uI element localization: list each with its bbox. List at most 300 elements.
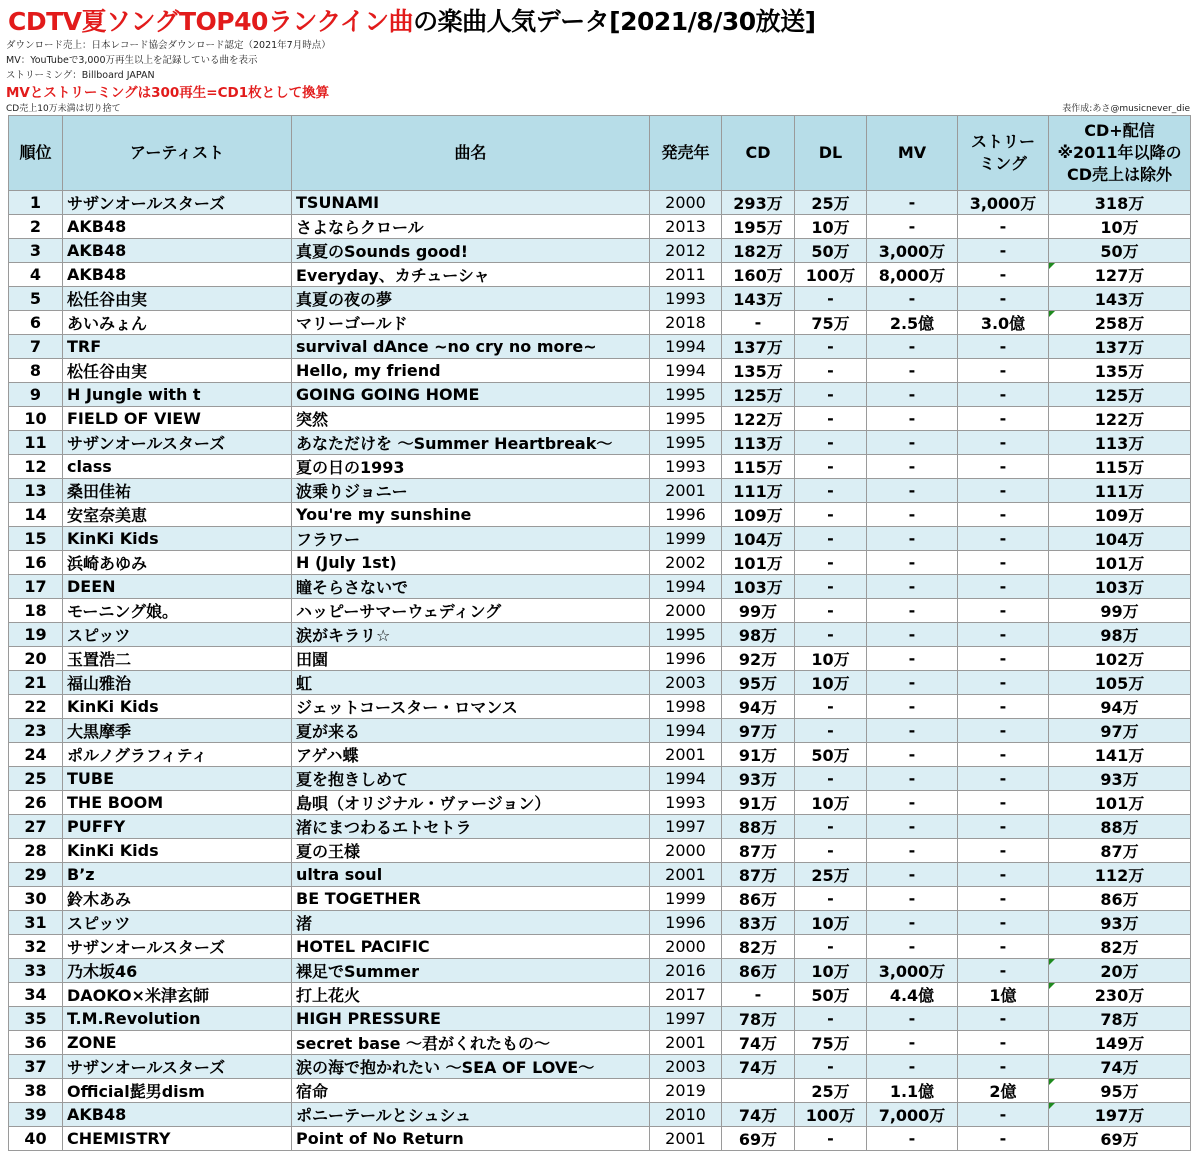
cell-mv: 8,000万 <box>867 263 958 287</box>
table-row <box>9 719 1191 743</box>
cell-streaming: - <box>958 791 1049 815</box>
cell-cd: 195万 <box>722 215 795 239</box>
cell-year: 2000 <box>650 599 722 623</box>
cell-rank: 21 <box>9 671 63 695</box>
header-total-line1: CD+配信 <box>1084 121 1155 140</box>
cell-dl: - <box>795 695 867 719</box>
cell-rank: 8 <box>9 359 63 383</box>
table-row <box>9 479 1191 503</box>
cell-streaming: - <box>958 455 1049 479</box>
cell-year: 2010 <box>650 1103 722 1127</box>
cell-year: 1995 <box>650 623 722 647</box>
cell-song: あなただけを ～Summer Heartbreak～ <box>292 431 650 455</box>
cell-total-value: 113万 <box>1094 434 1145 453</box>
cell-dl: 100万 <box>795 1103 867 1127</box>
cell-song: 夏を抱きしめて <box>292 767 650 791</box>
cell-total-value: 122万 <box>1094 410 1145 429</box>
cell-total <box>1049 719 1191 743</box>
cell-total-value: 135万 <box>1094 362 1145 381</box>
header-streaming-line2: ミング <box>979 154 1027 173</box>
cell-dl: 100万 <box>795 263 867 287</box>
cell-cd: 125万 <box>722 383 795 407</box>
cell-dl: - <box>795 599 867 623</box>
cell-cd: - <box>722 983 795 1007</box>
cell-artist: モーニング娘。 <box>63 599 292 623</box>
cell-song: 瞳そらさないで <box>292 575 650 599</box>
cell-streaming: - <box>958 239 1049 263</box>
cell-cd: 122万 <box>722 407 795 431</box>
cell-cd: 98万 <box>722 623 795 647</box>
cell-song: 夏の王様 <box>292 839 650 863</box>
cell-dl: 50万 <box>795 239 867 263</box>
cell-cd: 88万 <box>722 815 795 839</box>
cell-rank: 32 <box>9 935 63 959</box>
cell-cd: 78万 <box>722 1007 795 1031</box>
cell-streaming: - <box>958 1007 1049 1031</box>
cell-total-value: 102万 <box>1094 650 1145 669</box>
table-row <box>9 1031 1191 1055</box>
cell-artist: サザンオールスターズ <box>63 191 292 215</box>
cell-total <box>1049 287 1191 311</box>
cell-song: 突然 <box>292 407 650 431</box>
cell-song: 夏が来る <box>292 719 650 743</box>
cell-year: 1995 <box>650 407 722 431</box>
cell-year: 2001 <box>650 863 722 887</box>
cell-song: マリーゴールド <box>292 311 650 335</box>
cell-artist: スピッツ <box>63 623 292 647</box>
cell-streaming: - <box>958 551 1049 575</box>
cell-rank: 2 <box>9 215 63 239</box>
cell-total-value: 87万 <box>1100 842 1139 861</box>
cell-year: 1994 <box>650 575 722 599</box>
header-streaming <box>958 116 1049 191</box>
cell-dl: - <box>795 551 867 575</box>
cell-song: 涙の海で抱かれたい ～SEA OF LOVE～ <box>292 1055 650 1079</box>
cell-cd: 115万 <box>722 455 795 479</box>
cell-total <box>1049 983 1191 1007</box>
cell-artist: スピッツ <box>63 911 292 935</box>
cell-mv: - <box>867 695 958 719</box>
cell-total <box>1049 791 1191 815</box>
cell-dl: - <box>795 1055 867 1079</box>
cell-total <box>1049 359 1191 383</box>
cell-total <box>1049 911 1191 935</box>
cell-rank: 35 <box>9 1007 63 1031</box>
cell-cd: 293万 <box>722 191 795 215</box>
table-row <box>9 911 1191 935</box>
cell-total <box>1049 431 1191 455</box>
cell-cd: - <box>722 311 795 335</box>
cell-song: HOTEL PACIFIC <box>292 935 650 959</box>
cell-rank: 4 <box>9 263 63 287</box>
cell-artist: H Jungle with t <box>63 383 292 407</box>
cell-rank: 1 <box>9 191 63 215</box>
cell-song: survival dAnce ~no cry no more~ <box>292 335 650 359</box>
cell-artist: AKB48 <box>63 215 292 239</box>
cell-total-value: 10万 <box>1100 218 1139 237</box>
cell-cd <box>722 1079 795 1103</box>
cell-year: 2001 <box>650 479 722 503</box>
cell-artist: T.M.Revolution <box>63 1007 292 1031</box>
table-row <box>9 311 1191 335</box>
table-body <box>9 191 1191 1151</box>
cell-mv: - <box>867 911 958 935</box>
cell-cd: 95万 <box>722 671 795 695</box>
cell-cd: 111万 <box>722 479 795 503</box>
cell-year: 1994 <box>650 335 722 359</box>
cell-mv: - <box>867 287 958 311</box>
note-streaming: ストリーミング：Billboard JAPAN <box>6 70 155 81</box>
cell-dl: - <box>795 767 867 791</box>
cell-song: 宿命 <box>292 1079 650 1103</box>
cell-cd: 91万 <box>722 743 795 767</box>
cell-cd: 87万 <box>722 863 795 887</box>
cell-artist: THE BOOM <box>63 791 292 815</box>
cell-cd: 109万 <box>722 503 795 527</box>
cell-artist: TRF <box>63 335 292 359</box>
cell-artist: PUFFY <box>63 815 292 839</box>
cell-artist: AKB48 <box>63 239 292 263</box>
table-row <box>9 959 1191 983</box>
cell-rank: 33 <box>9 959 63 983</box>
cell-mv: - <box>867 383 958 407</box>
cell-total-value: 230万 <box>1094 986 1145 1005</box>
cell-streaming: - <box>958 575 1049 599</box>
cell-total-value: 149万 <box>1094 1034 1145 1053</box>
table-row <box>9 815 1191 839</box>
cell-song: secret base ～君がくれたもの～ <box>292 1031 650 1055</box>
cell-cd: 93万 <box>722 767 795 791</box>
cell-rank: 27 <box>9 815 63 839</box>
cell-mv: - <box>867 839 958 863</box>
cell-mv: - <box>867 431 958 455</box>
table-row <box>9 1103 1191 1127</box>
cell-rank: 13 <box>9 479 63 503</box>
cell-mv: - <box>867 1031 958 1055</box>
cell-rank: 14 <box>9 503 63 527</box>
cell-cd: 82万 <box>722 935 795 959</box>
cell-artist: 松任谷由実 <box>63 359 292 383</box>
cell-year: 2001 <box>650 1127 722 1151</box>
table-row <box>9 671 1191 695</box>
cell-dl: 25万 <box>795 191 867 215</box>
cell-song: ハッピーサマーウェディング <box>292 599 650 623</box>
cell-total-value: 105万 <box>1094 674 1145 693</box>
cell-total-value: 88万 <box>1100 818 1139 837</box>
header-rank: 順位 <box>9 116 63 191</box>
cell-total <box>1049 335 1191 359</box>
cell-artist: 鈴木あみ <box>63 887 292 911</box>
cell-total-value: 104万 <box>1094 530 1145 549</box>
cell-streaming: - <box>958 527 1049 551</box>
cell-rank: 10 <box>9 407 63 431</box>
cell-dl: 10万 <box>795 791 867 815</box>
cell-mv: 4.4億 <box>867 983 958 1007</box>
cell-mv: - <box>867 1007 958 1031</box>
cell-total-value: 97万 <box>1100 722 1139 741</box>
cell-cd: 83万 <box>722 911 795 935</box>
cell-year: 1993 <box>650 455 722 479</box>
cell-cd: 91万 <box>722 791 795 815</box>
cell-dl: - <box>795 287 867 311</box>
table-row <box>9 455 1191 479</box>
table-row <box>9 263 1191 287</box>
cell-dl: 75万 <box>795 1031 867 1055</box>
cell-rank: 11 <box>9 431 63 455</box>
cell-total <box>1049 191 1191 215</box>
table-row <box>9 791 1191 815</box>
cell-rank: 39 <box>9 1103 63 1127</box>
cell-song: フラワー <box>292 527 650 551</box>
cell-dl: - <box>795 719 867 743</box>
cell-streaming: - <box>958 719 1049 743</box>
cell-streaming: - <box>958 863 1049 887</box>
cell-rank: 38 <box>9 1079 63 1103</box>
table-row <box>9 1055 1191 1079</box>
table-row <box>9 935 1191 959</box>
cell-total-value: 98万 <box>1100 626 1139 645</box>
cell-song: アゲハ蝶 <box>292 743 650 767</box>
cell-mv: - <box>867 527 958 551</box>
cell-song: ポニーテールとシュシュ <box>292 1103 650 1127</box>
header-total <box>1049 116 1191 191</box>
cell-mv: - <box>867 1055 958 1079</box>
cell-dl: - <box>795 575 867 599</box>
cell-year: 2013 <box>650 215 722 239</box>
cell-cd: 69万 <box>722 1127 795 1151</box>
cell-mv: - <box>867 407 958 431</box>
table-row <box>9 503 1191 527</box>
cell-year: 1995 <box>650 383 722 407</box>
cell-rank: 16 <box>9 551 63 575</box>
cell-total-value: 82万 <box>1100 938 1139 957</box>
table-row <box>9 431 1191 455</box>
cell-year: 1996 <box>650 647 722 671</box>
cell-mv: - <box>867 359 958 383</box>
cell-rank: 28 <box>9 839 63 863</box>
cell-song: ultra soul <box>292 863 650 887</box>
cell-rank: 20 <box>9 647 63 671</box>
cell-cd: 86万 <box>722 887 795 911</box>
cell-streaming: - <box>958 215 1049 239</box>
cell-total-value: 50万 <box>1100 242 1139 261</box>
cell-total <box>1049 695 1191 719</box>
cell-total-value: 69万 <box>1100 1130 1139 1149</box>
cell-dl: 10万 <box>795 959 867 983</box>
cell-mv: - <box>867 599 958 623</box>
cell-total-value: 95万 <box>1100 1082 1139 1101</box>
cell-dl: 10万 <box>795 911 867 935</box>
cell-total <box>1049 1103 1191 1127</box>
cell-total-value: 125万 <box>1094 386 1145 405</box>
cell-mv: - <box>867 623 958 647</box>
cell-year: 2018 <box>650 311 722 335</box>
cell-rank: 7 <box>9 335 63 359</box>
cell-streaming: 1億 <box>958 983 1049 1007</box>
cell-total-value: 93万 <box>1100 770 1139 789</box>
cell-artist: ポルノグラフィティ <box>63 743 292 767</box>
table-row <box>9 1079 1191 1103</box>
cell-artist: KinKi Kids <box>63 527 292 551</box>
cell-total-value: 197万 <box>1094 1106 1145 1125</box>
table-row <box>9 839 1191 863</box>
cell-total-value: 74万 <box>1100 1058 1139 1077</box>
cell-dl: 50万 <box>795 743 867 767</box>
cell-streaming: 3,000万 <box>958 191 1049 215</box>
cell-total <box>1049 959 1191 983</box>
cell-year: 2000 <box>650 935 722 959</box>
cell-mv: - <box>867 935 958 959</box>
cell-year: 2011 <box>650 263 722 287</box>
cell-artist: 桑田佳祐 <box>63 479 292 503</box>
cell-total <box>1049 599 1191 623</box>
cell-artist: class <box>63 455 292 479</box>
cell-mv: - <box>867 503 958 527</box>
cell-streaming: - <box>958 287 1049 311</box>
cell-dl: - <box>795 527 867 551</box>
cell-streaming: - <box>958 887 1049 911</box>
cell-streaming: - <box>958 479 1049 503</box>
cell-artist: FIELD OF VIEW <box>63 407 292 431</box>
cell-cd: 86万 <box>722 959 795 983</box>
cell-song: 田園 <box>292 647 650 671</box>
cell-mv: 2.5億 <box>867 311 958 335</box>
cell-year: 2017 <box>650 983 722 1007</box>
cell-total <box>1049 407 1191 431</box>
cell-artist: 大黒摩季 <box>63 719 292 743</box>
cell-rank: 30 <box>9 887 63 911</box>
table-row <box>9 335 1191 359</box>
cell-artist: AKB48 <box>63 263 292 287</box>
cell-streaming: - <box>958 623 1049 647</box>
cell-total-value: 99万 <box>1100 602 1139 621</box>
cell-total-value: 78万 <box>1100 1010 1139 1029</box>
cell-cd: 99万 <box>722 599 795 623</box>
table-row <box>9 863 1191 887</box>
cell-song: HIGH PRESSURE <box>292 1007 650 1031</box>
cell-rank: 5 <box>9 287 63 311</box>
cell-year: 1994 <box>650 719 722 743</box>
cell-cd: 143万 <box>722 287 795 311</box>
header-streaming-line1: ストリー <box>970 132 1035 151</box>
cell-total-value: 137万 <box>1094 338 1145 357</box>
cell-total <box>1049 383 1191 407</box>
cell-year: 1993 <box>650 791 722 815</box>
cell-total <box>1049 1031 1191 1055</box>
cell-year: 1994 <box>650 767 722 791</box>
table-row <box>9 695 1191 719</box>
cell-dl: - <box>795 383 867 407</box>
cell-cd: 137万 <box>722 335 795 359</box>
cell-song: 波乗りジョニー <box>292 479 650 503</box>
cell-rank: 23 <box>9 719 63 743</box>
cell-mv: - <box>867 215 958 239</box>
cell-streaming: 3.0億 <box>958 311 1049 335</box>
cell-rank: 6 <box>9 311 63 335</box>
cell-song: 真夏の夜の夢 <box>292 287 650 311</box>
cell-mv: - <box>867 863 958 887</box>
cell-cd: 103万 <box>722 575 795 599</box>
cell-rank: 15 <box>9 527 63 551</box>
cell-total-value: 93万 <box>1100 914 1139 933</box>
cell-song: さよならクロール <box>292 215 650 239</box>
table-row <box>9 239 1191 263</box>
cell-total-value: 258万 <box>1094 314 1145 333</box>
comment-marker-icon <box>1049 311 1055 317</box>
cell-artist: DEEN <box>63 575 292 599</box>
cell-rank: 19 <box>9 623 63 647</box>
cell-streaming: - <box>958 695 1049 719</box>
table-row <box>9 647 1191 671</box>
cell-total <box>1049 1127 1191 1151</box>
cell-dl: - <box>795 887 867 911</box>
cell-mv: - <box>867 719 958 743</box>
cell-total-value: 127万 <box>1094 266 1145 285</box>
cell-total <box>1049 623 1191 647</box>
cell-streaming: - <box>958 503 1049 527</box>
cell-cd: 74万 <box>722 1031 795 1055</box>
cell-cd: 101万 <box>722 551 795 575</box>
cell-rank: 26 <box>9 791 63 815</box>
page-title <box>8 2 816 36</box>
cell-artist: あいみょん <box>63 311 292 335</box>
cell-artist: 浜崎あゆみ <box>63 551 292 575</box>
cell-artist: 福山雅治 <box>63 671 292 695</box>
cell-year: 2001 <box>650 743 722 767</box>
header-cd: CD <box>722 116 795 191</box>
cell-streaming: - <box>958 335 1049 359</box>
cell-mv: 1.1億 <box>867 1079 958 1103</box>
cell-total <box>1049 815 1191 839</box>
cell-rank: 22 <box>9 695 63 719</box>
cell-total <box>1049 935 1191 959</box>
cell-cd: 74万 <box>722 1103 795 1127</box>
cell-artist: KinKi Kids <box>63 695 292 719</box>
cell-mv: - <box>867 671 958 695</box>
header-song: 曲名 <box>292 116 650 191</box>
cell-cd: 92万 <box>722 647 795 671</box>
cell-cd: 74万 <box>722 1055 795 1079</box>
cell-streaming: - <box>958 1103 1049 1127</box>
note-download: ダウンロード売上：日本レコード協会ダウンロード認定（2021年7月時点） <box>6 40 331 51</box>
page-title-highlight: CDTV夏ソングTOP40ランクイン曲 <box>8 7 414 36</box>
cell-artist: 玉置浩二 <box>63 647 292 671</box>
cell-year: 1998 <box>650 695 722 719</box>
cell-year: 2003 <box>650 1055 722 1079</box>
table-row <box>9 575 1191 599</box>
header-total-line3: CD売上は除外 <box>1066 165 1173 184</box>
cell-total <box>1049 647 1191 671</box>
cell-year: 1996 <box>650 911 722 935</box>
cell-streaming: - <box>958 431 1049 455</box>
cell-total <box>1049 527 1191 551</box>
cell-mv: - <box>867 743 958 767</box>
cell-rank: 29 <box>9 863 63 887</box>
cell-song: 打上花火 <box>292 983 650 1007</box>
cell-cd: 160万 <box>722 263 795 287</box>
cell-artist: ZONE <box>63 1031 292 1055</box>
cell-rank: 17 <box>9 575 63 599</box>
cell-total <box>1049 1055 1191 1079</box>
cell-total-value: 318万 <box>1094 194 1145 213</box>
comment-marker-icon <box>1049 1079 1055 1085</box>
cell-streaming: - <box>958 767 1049 791</box>
header-mv: MV <box>867 116 958 191</box>
cell-dl: - <box>795 1127 867 1151</box>
cell-year: 2012 <box>650 239 722 263</box>
cell-mv: - <box>867 887 958 911</box>
cell-streaming: - <box>958 959 1049 983</box>
